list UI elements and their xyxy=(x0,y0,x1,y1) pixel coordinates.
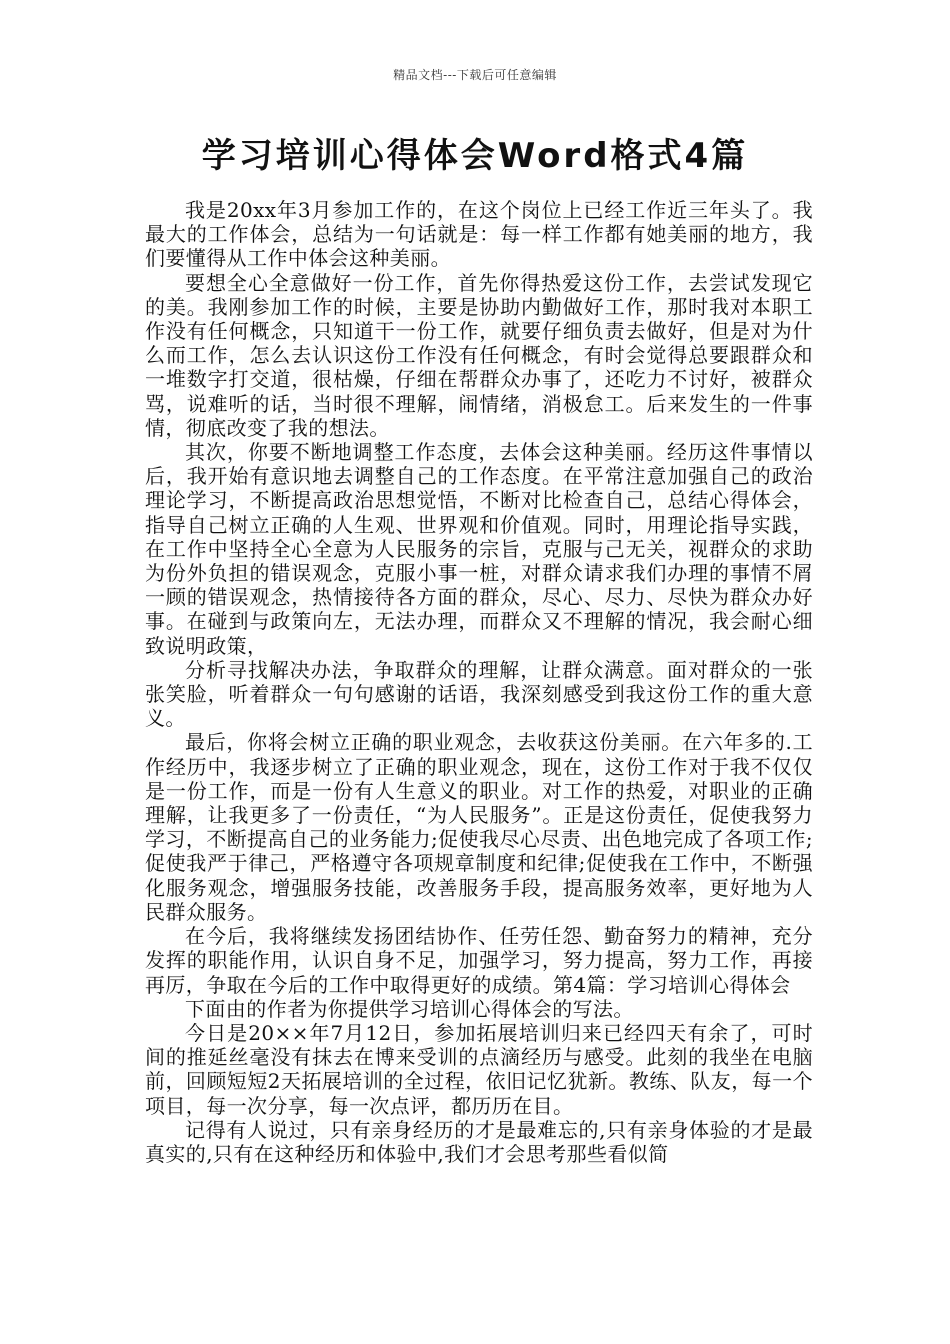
paragraph: 今日是20××年7月12日，参加拓展培训归来已经四天有余了，可时间的推延丝毫没有抹去在博来受训的点滴经历与感受。此刻的我坐在电脑前，回顾短短2天拓展培训的全过程，依旧记忆犹新。教练、队友，每一个项目，每一次分享，每一次点评，都历历在目。 xyxy=(145,1020,813,1118)
paragraph: 分析寻找解决办法，争取群众的理解，让群众满意。面对群众的一张张笑脸，听着群众一句句感谢的话语，我深刻感受到我这份工作的重大意义。 xyxy=(145,657,813,731)
paragraph: 记得有人说过，只有亲身经历的才是最难忘的,只有亲身体验的才是最真实的,只有在这种经历和体验中,我们才会思考那些看似简 xyxy=(145,1117,813,1166)
document-title: 学习培训心得体会Word格式4篇 xyxy=(201,136,749,176)
paragraph: 在今后，我将继续发扬团结协作、任劳任怨、勤奋努力的精神，充分发挥的职能作用，认识自身不足，加强学习，努力提高，努力工作，再接再厉，争取在今后的工作中取得更好的成绩。第4篇：学习培训心得体会 xyxy=(145,924,813,997)
paragraph: 下面由的作者为你提供学习培训心得体会的写法。 xyxy=(185,996,634,1021)
paragraph: 最后，你将会树立正确的职业观念，去收获这份美丽。在六年多的.工作经历中，我逐步树立了正确的职业观念，现在，这份工作对于我不仅仅是一份工作，而是一份有人生意义的职业。对工作的热爱，对职业的正确理解，让我更多了一份责任，“为人民服务”。正是这份责任，促使我努力学习，不断提高自己的业务能力;促使我尽心尽责、出色地完成了各项工作;促使我严于律己，严格遵守各项规章制度和纪律;促使我在工作中，不断强化服务观念，增强服务技能，改善服务手段，提高服务效率，更好地为人民群众服务。 xyxy=(145,730,813,924)
header-note: 精品文档---下载后可任意编辑 xyxy=(393,68,557,82)
paragraph: 要想全心全意做好一份工作，首先你得热爱这份工作，去尝试发现它的美。我刚参加工作的时候，主要是协助内勤做好工作，那时我对本职工作没有任何概念，只知道干一份工作，就要仔细负责去做好，但是对为什么而工作，怎么去认识这份工作没有任何概念，有时会觉得总要跟群众和一堆数字打交道，很枯燥，仔细在帮群众办事了，还吃力不讨好，被群众骂，说难听的话，当时很不理解，闹情绪，消极怠工。后来发生的一件事情，彻底改变了我的想法。 xyxy=(145,270,813,440)
paragraph: 我是20xx年3月参加工作的，在这个岗位上已经工作近三年头了。我最大的工作体会，总结为一句话就是：每一样工作都有她美丽的地方，我们要懂得从工作中体会这种美丽。 xyxy=(145,198,813,271)
paragraph: 其次，你要不断地调整工作态度，去体会这种美丽。经历这件事情以后，我开始有意识地去调整自己的工作态度。在平常注意加强自己的政治理论学习，不断提高政治思想觉悟，不断对比检查自己，总结心得体会，指导自己树立正确的人生观、世界观和价值观。同时，用理论指导实践，在工作中坚持全心全意为人民服务的宗旨，克服与己无关，视群众的求助为份外负担的错误观念，克服小事一桩，对群众请求我们办理的事情不屑一顾的错误观念，热情接待各方面的群众，尽心、尽力、尽快为群众办好事。在碰到与政策向左，无法办理，而群众又不理解的情况，我会耐心细致说明政策， xyxy=(145,440,813,658)
document-body xyxy=(145,198,813,1166)
